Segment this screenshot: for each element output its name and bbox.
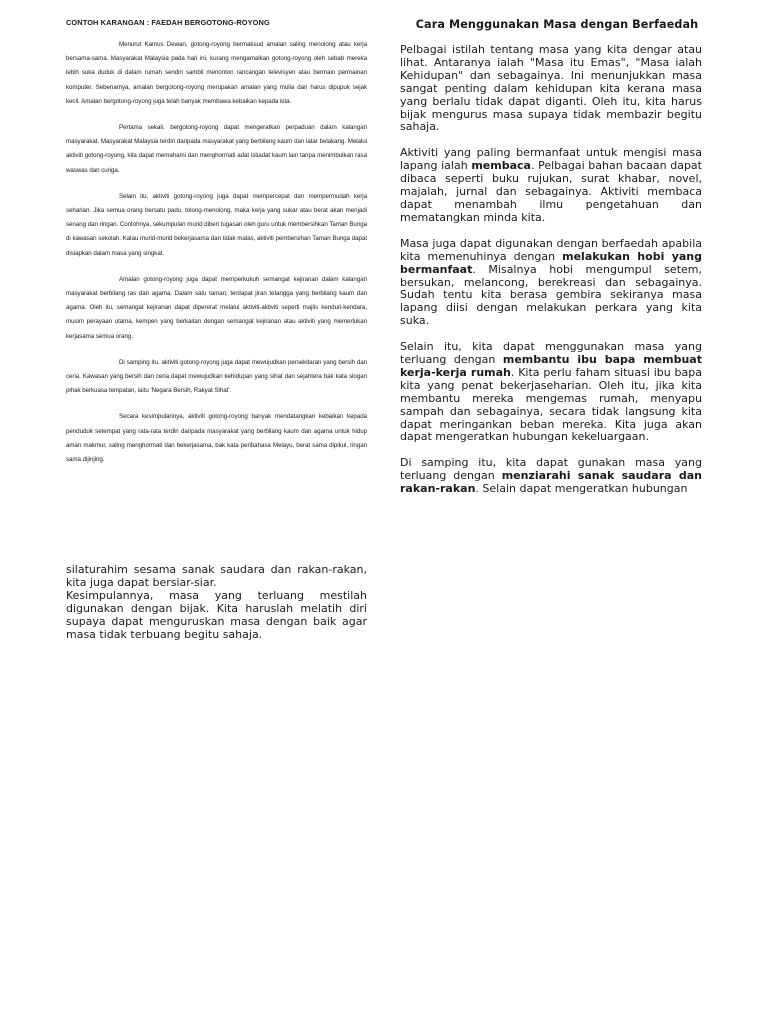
right-paragraph-4-bold: membantu ibu bapa membuat kerja-kerja rumah: [400, 353, 702, 379]
right-paragraph-3-text-c: . Misalnya hobi mengumpul setem, bersukan, melancong, berekreasi dan sebagainya. Sudah tentu kita berasa gembira sekiranya masa lapang diisi dengan melakukan perkara yang kita suka.: [400, 262, 702, 328]
left-paragraph-3: Selain itu, aktiviti gotong-royong juga dapat mempercepat dan mempermudah kerja seharian. Jika semua orang bersatu padu, tolong-menolong, maka kerja yang sukar atau berat akan menjadi senang dan ringan. Contohnya, sekumpulan murid diberi tugasan oleh guru untuk membersihkan Taman Bunga di kawasan sekolah. Kalau murid-murid bekerjasama dan tidak malas, aktiviti pembersihan Taman Bunga dapat disiapkan dalam masa yang singkat.: [66, 192, 367, 257]
left-essay-column: [66, 18, 367, 479]
right-paragraph-2-bold: membaca: [471, 159, 531, 173]
right-paragraph-3-bold: melakukan hobi yang bermanfaat: [400, 249, 702, 276]
right-paragraph-2-text-a: Aktiviti yang paling bermanfaat untuk mengisi masa lapang ialah: [400, 146, 702, 173]
right-paragraph-2: [400, 147, 702, 224]
right-paragraph-4: [400, 341, 702, 444]
right-paragraph-3-text-a: Masa juga dapat digunakan dengan berfaedah apabila kita memenuhinya dengan: [400, 236, 702, 263]
right-essay-column: [400, 18, 702, 509]
right-paragraph-4-text-a: Selain itu, kita dapat menggunakan masa yang terluang dengan: [400, 340, 702, 367]
right-paragraph-4-text-c: . Kita perlu faham situasi ibu bapa kita yang penat bekerjaseharian. Oleh itu, jika kita membantu mereka mengemas rumah, menyapu sampah dan sebagainya, secara tidak langsung kita dapat meringankan beban mereka. Kita juga akan dapat mengeratkan hubungan kekeluargaan.: [400, 365, 702, 444]
right-paragraph-2-text-c: . Pelbagai bahan bacaan dapat dibaca seperti buku rujukan, surat khabar, novel, majalah, jurnal dan sebagainya. Aktiviti membaca dapat menambah ilmu pengetahuan dan mematangkan minda kita.: [400, 159, 702, 224]
left-essay-title: CONTOH KARANGAN : FAEDAH BERGOTONG-ROYONG: [66, 18, 270, 27]
right-paragraph-5-text-c: . Selain dapat mengeratkan hubungan: [475, 482, 688, 496]
left-paragraph-5: Di samping itu, aktiviti gotong-royong juga dapat mewujudkan persekitaran yang bersih dan ceria. Kawasan yang bersih dan ceria dapat mewujudkan kehidupan yang sihat dan sejahtera bak kata slogan pihak berkuasa tempatan, iaitu 'Negara Bersih, Rakyat Sihat'.: [66, 358, 367, 395]
right-paragraph-5: [400, 457, 702, 496]
right-essay-title: Cara Menggunakan Masa dengan Berfaedah: [415, 18, 699, 31]
left-paragraph-2: Pertama sekali, bergotong-royong dapat mengeratkan perpaduan dalam kalangan masyarakat. Masyarakat Malaysia terdiri daripada masyarakat yang berbilang kaum dan latar belakang. Melalui aktiviti gotong-royong, kita dapat memahami dan menghormati adat istiadat kaum lain tanpa menimbulkan rasa waswas dan curiga.: [66, 124, 367, 174]
left-paragraph-6: Secara kesimpulannya, aktiviti gotong-royong banyak mendatangkan kebaikan kepada penduduk setempat yang rata-rata terdiri daripada masyarakat yang berbilang kaum dan agama untuk hidup aman makmur, saling menghormati dan bekerjasama, bak kata peribahasa Melayu, berat sama dipikul, ringan sama dijinjing.: [66, 413, 367, 464]
right-paragraph-5-bold: menziarahi sanak saudara dan rakan-rakan: [400, 469, 702, 496]
continuation-line-1: silaturahim sesama sanak saudara dan rakan-rakan, kita juga dapat bersiar-siar.: [66, 563, 367, 589]
right-paragraph-5-text-a: Di samping itu, kita dapat gunakan masa yang terluang dengan: [400, 456, 702, 483]
continuation-line-2: Kesimpulannya, masa yang terluang mestilah digunakan dengan bijak. Kita haruslah melatih diri supaya dapat menguruskan masa dengan baik agar masa tidak terbuang begitu sahaja.: [66, 588, 367, 641]
right-paragraph-3: [400, 238, 702, 328]
continuation-block: [66, 564, 367, 641]
left-paragraph-4: Amalan gotong-royong juga dapat memperkukuh semangat kejiranan dalam kalangan masyarakat berbilang ras dan agama. Dalam satu taman, terdapat jiran tetangga yang berbilang kaum dan agama. Oleh itu, semangat kejiranan dapat dipererat melalui aktiviti-aktiviti seperti majlis kenduri-kendara, musim perayaan utama, kempen yang berkaitan dengan semangat kejiranan atau aktiviti yang memerlukan kerjasama semua orang.: [66, 275, 367, 340]
right-paragraph-1: Pelbagai istilah tentang masa yang kita dengar atau lihat. Antaranya ialah "Masa itu Emas", "Masa ialah Kehidupan" dan sebagainya. Ini menunjukkan masa sangat penting dalam kehidupan kita kerana masa yang berlalu tidak dapat diganti. Oleh itu, kita harus bijak mengurus masa supaya tidak membazir begitu sahaja.: [400, 43, 702, 134]
left-paragraph-1: Menurut Kamus Dewan, gotong-royong bermaksud amalan saling menolong atau kerja bersama-sama. Masyarakat Malaysia pada hari ini, kurang mengamalkan gotong-royong oleh sebab mereka lebih suka duduk di dalam rumah sendiri sambil menonton rancangan televisyen atau bermain permainan komputer. Sebenarnya, amalan bergotong-royong merupakan amalan yang mulia dan harus dipupuk sejak kecil. Amalan bergotong-royong juga telah banyak membawa kebaikan kepada kita.: [66, 41, 367, 105]
